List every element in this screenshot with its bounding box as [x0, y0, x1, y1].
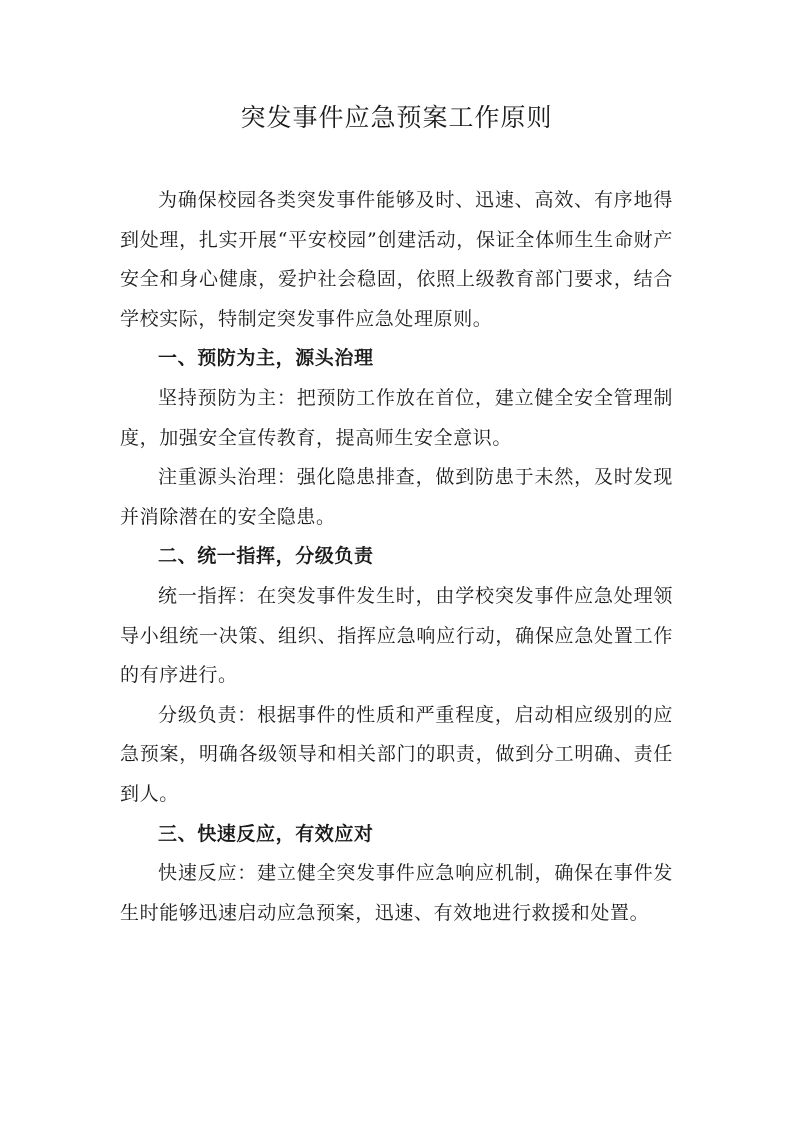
section-paragraph: 快速反应：建立健全突发事件应急响应机制，确保在事件发生时能够迅速启动应急预案，迅速、有效地进行救援和处置。	[120, 862, 673, 924]
section-1	[120, 339, 673, 537]
section-heading: 二、统一指挥，分级负责	[158, 545, 374, 568]
section-paragraph: 统一指挥：在突发事件发生时，由学校突发事件应急处理领导小组统一决策、组织、指挥应急响应行动，确保应急处置工作的有序进行。	[120, 584, 673, 687]
document-title: 突发事件应急预案工作原则	[240, 103, 553, 132]
section-paragraph: 坚持预防为主：把预防工作放在首位，建立健全安全管理制度，加强安全宣传教育，提高师生安全意识。	[120, 386, 673, 449]
section-2	[120, 537, 673, 814]
document-body	[120, 181, 673, 933]
section-3	[120, 815, 673, 934]
section-paragraph: 分级负责：根据事件的性质和严重程度，启动相应级别的应急预案，明确各级领导和相关部门的职责，做到分工明确、责任到人。	[120, 703, 673, 805]
section-heading: 一、预防为主，源头治理	[158, 347, 374, 370]
section-heading: 三、快速反应，有效应对	[158, 822, 374, 845]
section-paragraph: 注重源头治理：强化隐患排查，做到防患于未然，及时发现并消除潜在的安全隐患。	[120, 466, 673, 528]
intro-paragraph: 为确保校园各类突发事件能够及时、迅速、高效、有序地得到处理，扎实开展“平安校园”创建活动，保证全体师生生命财产安全和身心健康，爱护社会稳固，依照上级教育部门要求，结合学校实际，特制定突发事件应急处理原则。	[120, 189, 673, 330]
